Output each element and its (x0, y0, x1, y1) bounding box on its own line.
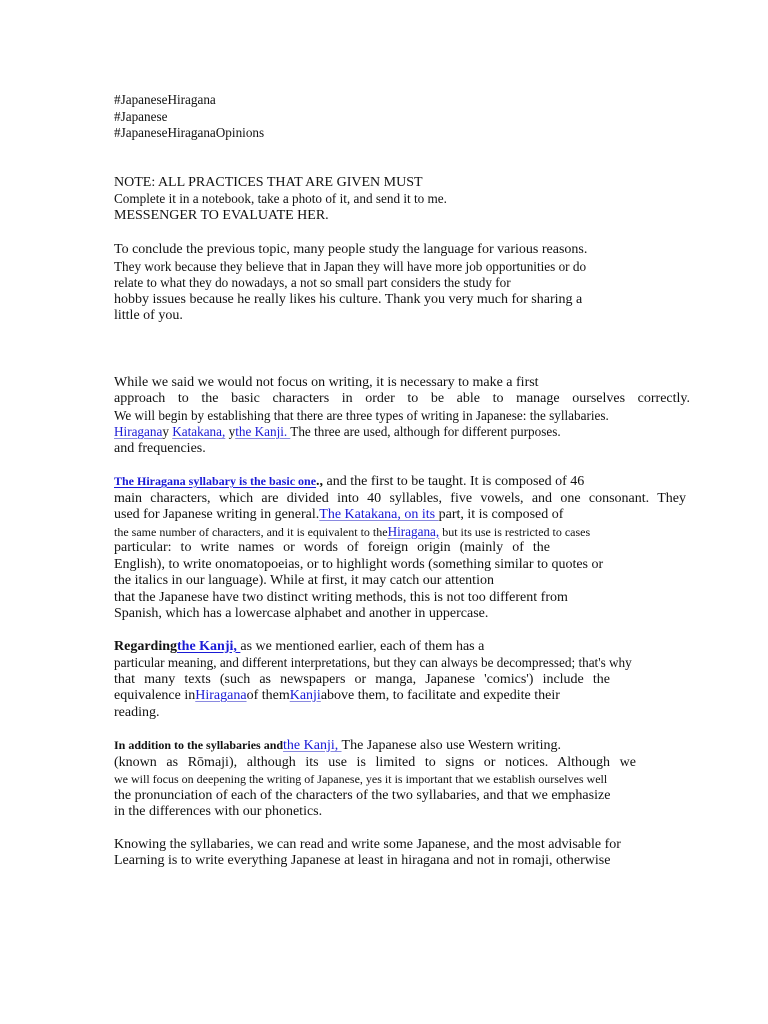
text-line: main characters, which are divided into 40 syllables, five vowels, and one consonant. They (114, 490, 686, 506)
hiragana-link[interactable]: Hiragana (195, 688, 247, 703)
text-line (114, 424, 690, 441)
text-span: of them (246, 688, 290, 703)
text-line: Knowing the syllabaries, we can read and write some Japanese, and the most advisable for (114, 836, 621, 852)
text-span: y (225, 424, 236, 439)
text-line: the pronunciation of each of the characters of the two syllabaries, and that we emphasize (114, 787, 611, 803)
text-line: approach to the basic characters in order to be able to manage ourselves correctly. (114, 391, 690, 406)
hashtag: #JapaneseHiragana (114, 92, 216, 107)
text-span: as we mentioned earlier, each of them has a (240, 638, 485, 654)
paragraph-western-writing (114, 737, 690, 821)
paragraph-kanji (114, 639, 690, 722)
text-line (114, 737, 690, 755)
text-span: above them, to facilitate and expedite their (320, 688, 560, 703)
text-line: reading. (114, 704, 160, 720)
text-span: and the first to be taught. It is composed of 46 (323, 474, 585, 489)
text-line (114, 507, 690, 524)
note-line: MESSENGER TO EVALUATE HER. (114, 207, 329, 223)
text-line: relate to what they do nowadays, a not so small part considers the study for (114, 275, 511, 290)
hiragana-link[interactable]: Hiragana (114, 424, 163, 439)
text-line: the italics in our language). While at first, it may catch our attention (114, 573, 494, 588)
text-span: Regarding (114, 638, 177, 654)
text-span: used for Japanese writing in general. (114, 507, 320, 522)
text-line: English), to write onomatopoeias, or to highlight words (something similar to quotes or (114, 556, 604, 572)
note-paragraph (114, 175, 690, 225)
document-page (114, 92, 690, 870)
text-span: ., (316, 474, 324, 489)
paragraph-hiragana (114, 473, 690, 623)
text-line: To conclude the previous topic, many people study the language for various reasons. (114, 242, 588, 257)
text-span: y (162, 424, 173, 439)
text-span: the same number of characters, and it is equivalent to the (114, 524, 388, 539)
text-line: (known as Rōmaji), although its use is limited to signs or notices. Although we (114, 754, 636, 770)
hashtag: #Japanese (114, 108, 168, 124)
text-line: particular meaning, and different interpretations, but they can always be decompressed; that's why (114, 655, 632, 670)
text-span: equivalence in (114, 688, 196, 703)
text-line: Spanish, which has a lowercase alphabet and another in uppercase. (114, 606, 489, 621)
paragraph-syllabaries (114, 837, 690, 870)
katakana-link[interactable]: Katakana, (172, 424, 226, 439)
kanji-link[interactable]: Kanji (289, 688, 321, 703)
text-span: The three are used, although for different purposes. (290, 424, 561, 439)
text-line: Learning is to write everything Japanese at least in hiragana and not in romaji, otherwise (114, 853, 611, 868)
text-line: hobby issues because he really likes his culture. Thank you very much for sharing a (114, 291, 583, 307)
text-line (114, 524, 690, 541)
text-line: we will focus on deepening the writing of Japanese, yes it is important that we establish ourselves well (114, 772, 608, 786)
text-line: and frequencies. (114, 440, 206, 456)
text-span: but its use is restricted to cases (439, 524, 591, 539)
text-line: They work because they believe that in Japan they will have more job opportunities or do (114, 258, 587, 274)
text-line (114, 688, 690, 705)
note-line: Complete it in a notebook, take a photo of it, and send it to me. (114, 191, 447, 206)
text-line: little of you. (114, 308, 183, 323)
text-line (114, 473, 690, 491)
hiragana-syllabary-link[interactable]: The Hiragana syllabary is the basic one (114, 474, 317, 488)
hashtag-list (114, 92, 690, 142)
text-line: We will begin by establishing that there are three types of writing in Japanese: the syllabaries. (114, 407, 609, 423)
kanji-link[interactable]: the Kanji. (235, 424, 291, 439)
paragraph-intro (114, 242, 690, 325)
text-line (114, 639, 690, 656)
kanji-link[interactable]: the Kanji, (177, 638, 241, 654)
text-span: The Japanese also use Western writing. (341, 738, 561, 753)
hashtag: #JapaneseHiraganaOpinions (114, 125, 265, 140)
text-span: part, it is composed of (438, 507, 564, 522)
hiragana-link[interactable]: Hiragana, (387, 523, 440, 539)
paragraph-writing (114, 375, 690, 458)
text-span: In addition to the syllabaries and (114, 738, 284, 752)
text-line: that many texts (such as newspapers or manga, Japanese 'comics') include the (114, 671, 610, 687)
kanji-link[interactable]: the Kanji, (283, 738, 342, 753)
note-line: NOTE: ALL PRACTICES THAT ARE GIVEN MUST (114, 174, 423, 190)
text-line: in the differences with our phonetics. (114, 804, 323, 819)
text-line: particular: to write names or words of foreign origin (mainly of the (114, 540, 550, 555)
katakana-link[interactable]: The Katakana, on its (319, 507, 439, 522)
text-line: While we said we would not focus on writing, it is necessary to make a first (114, 374, 539, 390)
text-line: that the Japanese have two distinct writing methods, this is not too different from (114, 589, 568, 605)
